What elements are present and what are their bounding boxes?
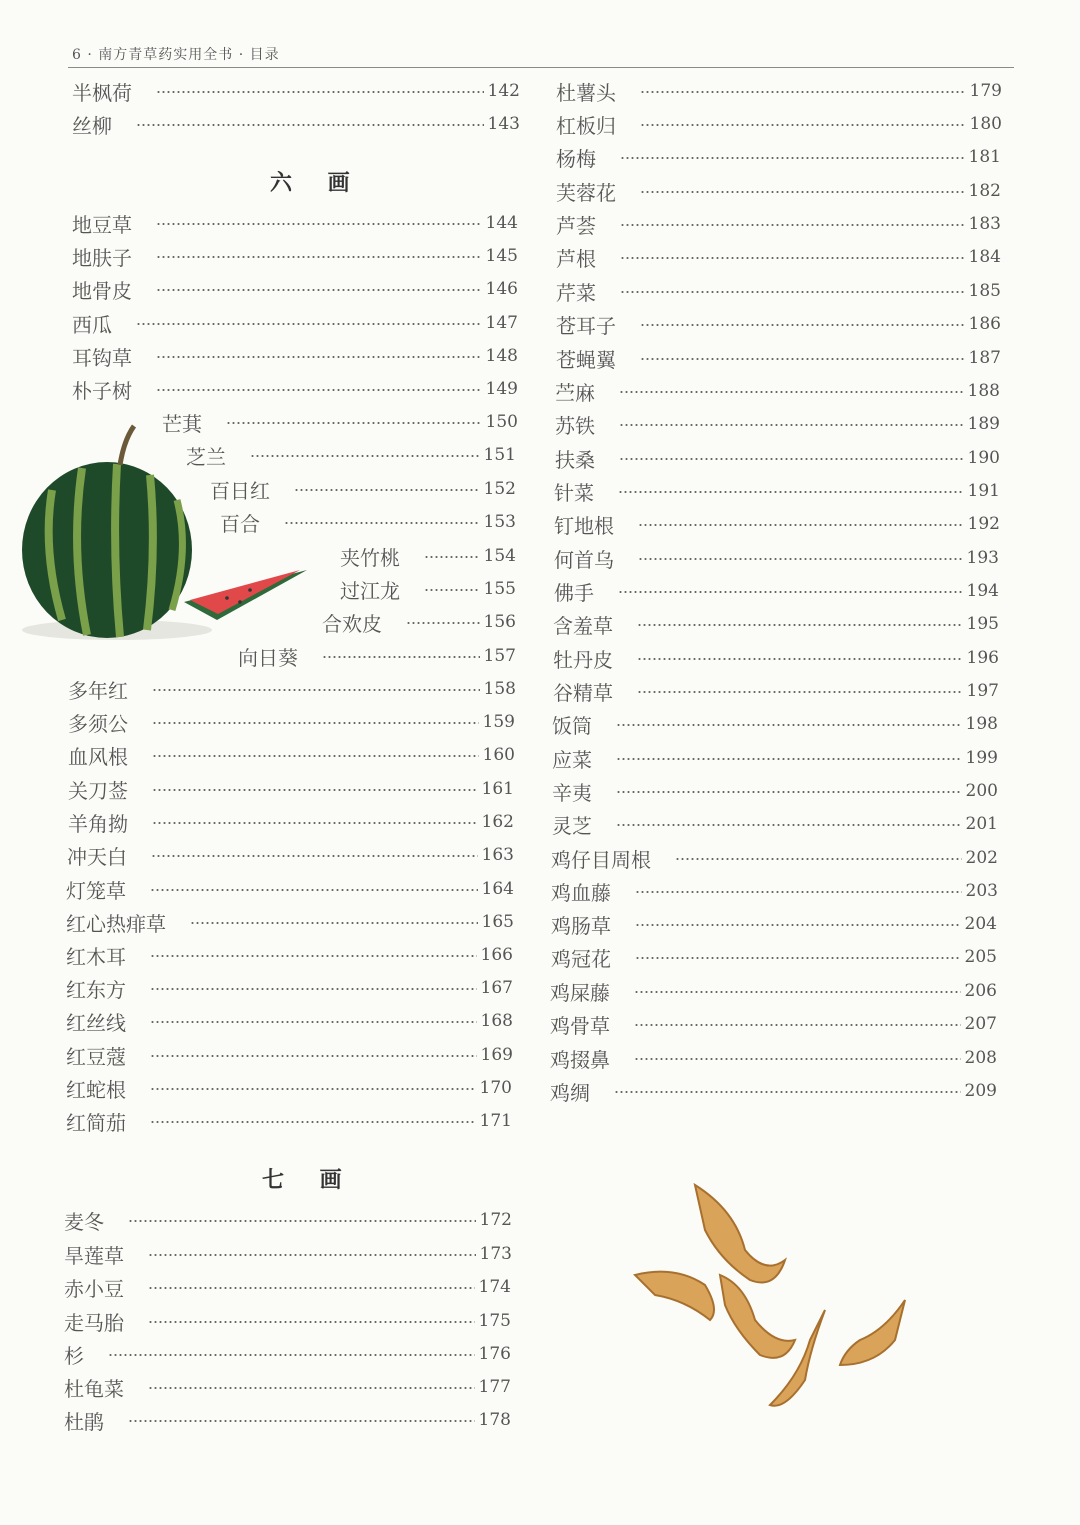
- dot-leader: [637, 624, 963, 626]
- page-number: 206: [964, 981, 997, 1001]
- dot-leader: [156, 389, 482, 391]
- right-toc-entry: [555, 445, 1000, 471]
- entry-title: 芦根: [556, 246, 596, 271]
- right-toc-entry: [552, 711, 998, 737]
- page-number: 183: [968, 214, 1001, 234]
- page-number: 195: [966, 614, 999, 634]
- dot-leader: [156, 256, 482, 258]
- dot-leader: [136, 323, 482, 325]
- page-number: 194: [966, 581, 999, 601]
- entry-title: 饭筒: [552, 713, 592, 738]
- right-toc-entry: [555, 411, 1000, 437]
- right-toc-entry: [556, 78, 1002, 104]
- dot-leader: [616, 758, 962, 760]
- page-number: 146: [485, 279, 518, 299]
- left-toc-entry: [72, 343, 518, 369]
- right-toc-entry: [556, 178, 1001, 204]
- dot-leader: [634, 991, 961, 993]
- entry-title: 向日葵: [238, 645, 298, 670]
- header-rule: [68, 67, 1014, 68]
- dot-leader: [128, 1220, 476, 1222]
- dot-leader: [634, 1024, 961, 1026]
- page-number: 208: [964, 1048, 997, 1068]
- dot-leader: [424, 556, 480, 558]
- entry-title: 苍蝇翼: [556, 347, 616, 372]
- dot-leader: [152, 822, 478, 824]
- left-toc-entry: [64, 1274, 511, 1300]
- page-number: 190: [967, 448, 1000, 468]
- entry-title: 苎麻: [555, 380, 595, 405]
- right-toc-entry: [552, 745, 998, 771]
- page-number: 174: [478, 1277, 511, 1297]
- page-number: 189: [967, 414, 1000, 434]
- left-toc-entry: [72, 310, 518, 336]
- dot-leader: [638, 524, 964, 526]
- page-number: 198: [965, 714, 998, 734]
- page-number: 143: [487, 114, 520, 134]
- entry-title: 灯笼草: [66, 878, 126, 903]
- page-number: 149: [485, 379, 518, 399]
- left-toc-entry: [66, 876, 514, 902]
- dot-leader: [150, 955, 477, 957]
- dot-leader: [616, 824, 962, 826]
- left-toc-entry: [72, 78, 520, 104]
- right-toc-entry: [556, 111, 1002, 137]
- page-number: 205: [964, 947, 997, 967]
- entry-title: 芒萁: [162, 411, 202, 436]
- entry-title: 过江龙: [340, 578, 400, 603]
- dot-leader: [151, 855, 478, 857]
- entry-title: 红丝线: [66, 1010, 126, 1035]
- right-toc-entry: [551, 878, 998, 904]
- entry-title: 杜龟菜: [64, 1376, 124, 1401]
- dot-leader: [675, 858, 962, 860]
- page-number: 171: [479, 1111, 512, 1131]
- page-number: 147: [485, 313, 518, 333]
- page-number: 193: [966, 548, 999, 568]
- entry-title: 红蛇根: [66, 1077, 126, 1102]
- entry-title: 扶桑: [555, 447, 595, 472]
- dot-leader: [635, 957, 961, 959]
- page-number: 160: [482, 745, 515, 765]
- entry-title: 针菜: [554, 480, 594, 505]
- right-toc-entry: [555, 378, 1000, 404]
- entry-title: 芹菜: [556, 280, 596, 305]
- dot-leader: [190, 922, 478, 924]
- entry-title: 杨梅: [556, 146, 596, 171]
- entry-title: 走马胎: [64, 1310, 124, 1335]
- page-number: 186: [968, 314, 1001, 334]
- entry-title: 钉地根: [554, 513, 614, 538]
- page-number: 196: [966, 648, 999, 668]
- page-number: 185: [968, 281, 1001, 301]
- page-number: 199: [965, 748, 998, 768]
- dot-leader: [640, 124, 966, 126]
- left-toc-entry: [66, 1042, 513, 1068]
- entry-title: 多须公: [68, 711, 128, 736]
- entry-title: 苏铁: [555, 413, 595, 438]
- dot-leader: [638, 558, 963, 560]
- entry-title: 含羞草: [553, 613, 613, 638]
- page-number: 207: [964, 1014, 997, 1034]
- page-number: 144: [485, 213, 518, 233]
- entry-title: 血风根: [68, 744, 128, 769]
- left-toc-entry: [64, 1241, 512, 1267]
- left-toc-entry: [340, 576, 516, 602]
- page-number: 209: [964, 1081, 997, 1101]
- entry-title: 百合: [220, 511, 260, 536]
- entry-title: 佛手: [554, 580, 594, 605]
- entry-title: 红简茄: [66, 1110, 126, 1135]
- entry-title: 鸡掇鼻: [550, 1047, 610, 1072]
- entry-title: 红豆蔻: [66, 1044, 126, 1069]
- dot-leader: [406, 622, 480, 624]
- entry-title: 谷精草: [553, 680, 613, 705]
- dot-leader: [619, 458, 964, 460]
- dot-leader: [150, 1088, 476, 1090]
- dot-leader: [148, 1321, 475, 1323]
- left-toc-entry: [66, 1075, 512, 1101]
- dot-leader: [150, 988, 477, 990]
- dot-leader: [640, 324, 965, 326]
- entry-title: 杜鹃: [64, 1409, 104, 1434]
- dot-leader: [148, 1387, 475, 1389]
- entry-title: 鸡绸: [550, 1080, 590, 1105]
- page-number: 148: [485, 346, 518, 366]
- entry-title: 丝柳: [72, 113, 112, 138]
- entry-title: 牡丹皮: [553, 647, 613, 672]
- entry-title: 杠板归: [556, 113, 616, 138]
- page-number: 151: [483, 445, 516, 465]
- page-number: 178: [478, 1410, 511, 1430]
- page-number: 184: [968, 247, 1001, 267]
- page-number: 202: [965, 848, 998, 868]
- dot-leader: [616, 791, 962, 793]
- right-toc-entry: [553, 678, 999, 704]
- dot-leader: [152, 789, 478, 791]
- right-toc-entry: [553, 645, 999, 671]
- dot-leader: [284, 522, 480, 524]
- entry-title: 辛夷: [552, 780, 592, 805]
- page-number: 200: [965, 781, 998, 801]
- page-number: 168: [480, 1011, 513, 1031]
- entry-title: 地肤子: [72, 245, 132, 270]
- left-toc-entry: [72, 243, 518, 269]
- dot-leader: [620, 224, 965, 226]
- page-number: 163: [481, 845, 514, 865]
- right-toc-entry: [550, 1078, 997, 1104]
- page-number: 180: [969, 114, 1002, 134]
- dot-leader: [634, 1058, 961, 1060]
- dot-leader: [152, 689, 480, 691]
- entry-title: 苍耳子: [556, 313, 616, 338]
- left-toc-entry: [64, 1207, 512, 1233]
- dot-leader: [616, 724, 962, 726]
- left-toc-entry: [66, 975, 513, 1001]
- section-heading-six-strokes: 六 画: [270, 170, 364, 196]
- entry-title: 冲天白: [67, 844, 127, 869]
- left-toc-entry: [72, 210, 518, 236]
- page-number: 164: [481, 879, 514, 899]
- page-number: 188: [967, 381, 1000, 401]
- right-toc-entry: [551, 944, 997, 970]
- page-number: 187: [968, 348, 1001, 368]
- right-toc-entry: [556, 311, 1001, 337]
- entry-title: 夹竹桃: [340, 545, 400, 570]
- page-number: 167: [480, 978, 513, 998]
- entry-title: 百日红: [210, 478, 270, 503]
- dot-leader: [619, 391, 964, 393]
- page-number: 153: [483, 512, 516, 532]
- entry-title: 鸡骨草: [550, 1013, 610, 1038]
- left-toc-entry: [67, 842, 514, 868]
- right-toc-entry: [556, 144, 1001, 170]
- entry-title: 多年红: [68, 678, 128, 703]
- left-toc-entry: [68, 709, 515, 735]
- entry-title: 合欢皮: [322, 611, 382, 636]
- dot-leader: [620, 257, 965, 259]
- dot-leader: [637, 658, 963, 660]
- page-number: 145: [485, 246, 518, 266]
- right-toc-entry: [551, 845, 998, 871]
- entry-title: 关刀莶: [68, 778, 128, 803]
- page-number: 166: [480, 945, 513, 965]
- dot-leader: [618, 491, 964, 493]
- dot-leader: [136, 124, 484, 126]
- page-number: 175: [478, 1311, 511, 1331]
- dot-leader: [156, 356, 482, 358]
- dot-leader: [637, 691, 963, 693]
- right-toc-entry: [556, 345, 1001, 371]
- left-toc-entry: [64, 1341, 511, 1367]
- dot-leader: [640, 358, 965, 360]
- entry-title: 鸡仔目周根: [551, 847, 651, 872]
- entry-title: 鸡屎藤: [550, 980, 610, 1005]
- dot-leader: [635, 924, 961, 926]
- entry-title: 耳钩草: [72, 345, 132, 370]
- right-toc-entry: [550, 1045, 997, 1071]
- page-number: 192: [967, 514, 1000, 534]
- entry-title: 芙蓉花: [556, 180, 616, 205]
- right-toc-entry: [551, 911, 997, 937]
- page-number: 182: [968, 181, 1001, 201]
- entry-title: 何首乌: [554, 547, 614, 572]
- dot-leader: [152, 755, 479, 757]
- left-toc-entry: [66, 909, 514, 935]
- dot-leader: [619, 424, 964, 426]
- left-toc-entry: [66, 942, 513, 968]
- entry-title: 红木耳: [66, 944, 126, 969]
- left-toc-entry: [68, 676, 516, 702]
- page-number: 154: [483, 546, 516, 566]
- entry-title: 芝兰: [186, 444, 226, 469]
- dot-leader: [614, 1091, 961, 1093]
- page-number: 150: [485, 412, 518, 432]
- page-number: 155: [483, 579, 516, 599]
- left-toc-entry: [322, 609, 516, 635]
- dot-leader: [108, 1354, 475, 1356]
- right-toc-entry: [554, 578, 999, 604]
- page-number: 161: [481, 779, 514, 799]
- dot-leader: [618, 591, 963, 593]
- dot-leader: [156, 91, 484, 93]
- dot-leader: [150, 1121, 476, 1123]
- page-number: 165: [481, 912, 514, 932]
- left-toc-entry: [66, 1008, 513, 1034]
- dot-leader: [620, 291, 965, 293]
- dot-leader: [635, 891, 962, 893]
- entry-title: 地豆草: [72, 212, 132, 237]
- entry-title: 灵芝: [552, 813, 592, 838]
- dot-leader: [150, 889, 478, 891]
- section-heading-seven-strokes: 七 画: [262, 1167, 356, 1193]
- left-toc-entry: [72, 111, 520, 137]
- entry-title: 旱莲草: [64, 1243, 124, 1268]
- dot-leader: [128, 1420, 475, 1422]
- entry-title: 鸡冠花: [551, 946, 611, 971]
- dot-leader: [294, 489, 480, 491]
- left-toc-entry: [68, 809, 514, 835]
- right-toc-entry: [550, 978, 997, 1004]
- right-toc-entry: [552, 778, 998, 804]
- page-number: 157: [483, 646, 516, 666]
- right-toc-entry: [556, 244, 1001, 270]
- right-toc-entry: [556, 278, 1001, 304]
- entry-title: 杜薯头: [556, 80, 616, 105]
- dot-leader: [152, 722, 479, 724]
- dot-leader: [150, 1055, 477, 1057]
- page-number: 176: [478, 1344, 511, 1364]
- entry-title: 赤小豆: [64, 1276, 124, 1301]
- running-header: 6 · 南方青草药实用全书 · 目录: [72, 47, 280, 63]
- page-number: 172: [479, 1210, 512, 1230]
- entry-title: 红东方: [66, 977, 126, 1002]
- entry-title: 杉: [64, 1343, 84, 1368]
- page-number: 142: [487, 81, 520, 101]
- dot-leader: [640, 191, 965, 193]
- right-toc-entry: [554, 511, 1000, 537]
- left-toc-entry: [64, 1407, 511, 1433]
- entry-title: 羊角拗: [68, 811, 128, 836]
- left-toc-entry: [72, 376, 518, 402]
- left-toc-entry: [64, 1308, 511, 1334]
- dot-leader: [148, 1254, 476, 1256]
- page-number: 170: [479, 1078, 512, 1098]
- entry-title: 芦荟: [556, 213, 596, 238]
- entry-title: 朴子树: [72, 378, 132, 403]
- page-number: 159: [482, 712, 515, 732]
- page-number: 181: [968, 147, 1001, 167]
- left-toc-entry: [66, 1108, 512, 1134]
- left-toc-entry: [64, 1374, 511, 1400]
- right-toc-entry: [552, 811, 998, 837]
- entry-title: 地骨皮: [72, 278, 132, 303]
- left-toc-entry: [68, 742, 515, 768]
- right-toc-entry: [553, 611, 999, 637]
- entry-title: 应菜: [552, 747, 592, 772]
- seed-shell-illustration: [625, 1180, 925, 1420]
- page-number: 169: [480, 1045, 513, 1065]
- dot-leader: [148, 1287, 475, 1289]
- dot-leader: [620, 157, 965, 159]
- dot-leader: [150, 1021, 477, 1023]
- right-toc-entry: [550, 1011, 997, 1037]
- left-toc-entry: [340, 543, 516, 569]
- dot-leader: [156, 289, 482, 291]
- entry-title: 鸡血藤: [551, 880, 611, 905]
- page-number: 162: [481, 812, 514, 832]
- dot-leader: [640, 91, 966, 93]
- page-number: 152: [483, 479, 516, 499]
- page-number: 173: [479, 1244, 512, 1264]
- dot-leader: [322, 656, 480, 658]
- page-number: 156: [483, 612, 516, 632]
- dot-leader: [424, 589, 480, 591]
- page-number: 177: [478, 1377, 511, 1397]
- left-toc-entry: [72, 276, 518, 302]
- page-number: 203: [965, 881, 998, 901]
- page-number: 158: [483, 679, 516, 699]
- dot-leader: [156, 223, 482, 225]
- page-number: 201: [965, 814, 998, 834]
- left-toc-entry: [68, 776, 514, 802]
- right-toc-entry: [554, 545, 999, 571]
- watermelon-illustration: [12, 420, 312, 650]
- entry-title: 半枫荷: [72, 80, 132, 105]
- right-toc-entry: [554, 478, 1000, 504]
- entry-title: 麦冬: [64, 1209, 104, 1234]
- page-number: 197: [966, 681, 999, 701]
- entry-title: 西瓜: [72, 312, 112, 337]
- page-number: 191: [967, 481, 1000, 501]
- entry-title: 红心热痱草: [66, 911, 166, 936]
- page-number: 204: [964, 914, 997, 934]
- right-toc-entry: [556, 211, 1001, 237]
- page-number: 179: [969, 81, 1002, 101]
- entry-title: 鸡肠草: [551, 913, 611, 938]
